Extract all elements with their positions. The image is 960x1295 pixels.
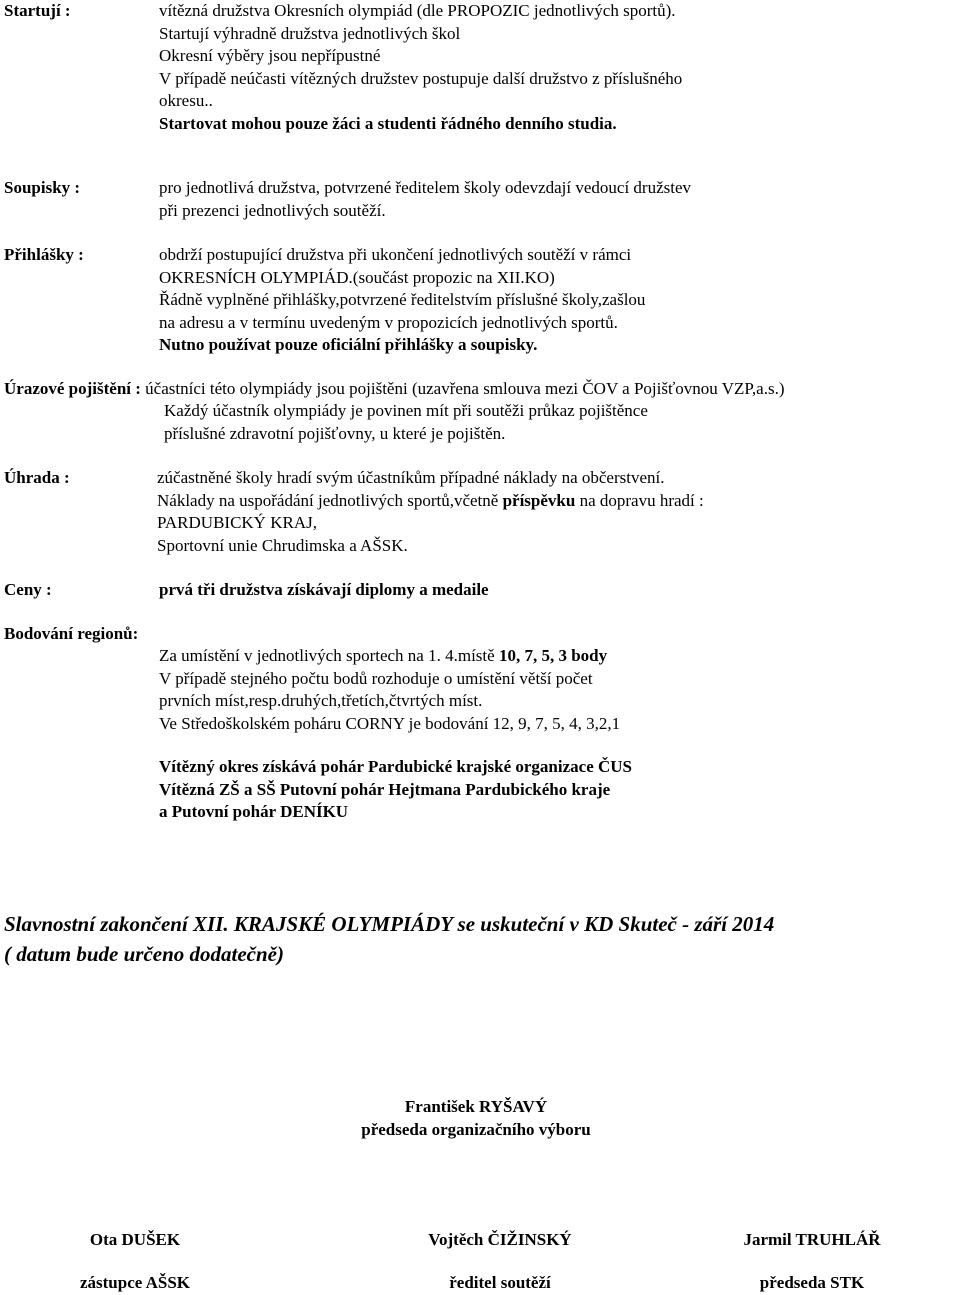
- ceny-text: prvá tři družstva získávají diplomy a medaile: [159, 580, 489, 599]
- closing-line-1: Slavnostní zakončení XII. KRAJSKÉ OLYMPIÁDY se uskuteční v KD Skuteč - září 2014: [4, 912, 775, 936]
- urazove-text-rest: [164, 400, 648, 445]
- bodovani-line-1b: 10, 7, 5, 3 body: [498, 646, 608, 665]
- soupisky-line-1: pro jednotlivá družstva, potvrzené ředitelem školy odevzdají vedoucí družstev: [159, 178, 692, 197]
- bodovani-text: [159, 645, 620, 735]
- uhrada-text: [157, 467, 704, 557]
- prihlasky-label: Přihlášky :: [4, 245, 84, 264]
- startuji-line-5: okresu..: [159, 91, 213, 110]
- uhrada-line-1: zúčastněné školy hradí svým účastníkům případné náklady na občerstvení.: [157, 468, 665, 487]
- ceny-label: Ceny :: [4, 580, 52, 599]
- signature-cizinsky-role: ředitel soutěží: [449, 1273, 551, 1292]
- bodovani-label: Bodování regionů:: [4, 624, 139, 643]
- uhrada-line-2a: Náklady na uspořádání jednotlivých sportů,včetně: [157, 490, 503, 510]
- urazove-line-3: příslušné zdravotní pojišťovny, u které je pojištěn.: [164, 423, 506, 443]
- startuji-line-2: Startují výhradně družstva jednotlivých škol: [159, 23, 461, 43]
- signature-truhlar-name: Jarmil TRUHLÁŘ: [743, 1230, 881, 1249]
- bodovani-line-1a: Za umístění v jednotlivých sportech na 1. 4.místě: [159, 646, 499, 665]
- signature-truhlar-role: předseda STK: [759, 1273, 865, 1292]
- soupisky-text: [159, 177, 691, 222]
- prihlasky-line-2: OKRESNÍCH OLYMPIÁD.(součást propozic na XII.KO): [159, 267, 555, 287]
- prihlasky-line-4: na adresu a v termínu uvedeným v propozicích jednotlivých sportů.: [159, 312, 618, 332]
- pohar-line-1: Vítězný okres získává pohár Pardubické krajské organizace ČUS: [159, 757, 633, 776]
- prihlasky-text: [159, 244, 645, 357]
- bodovani-line-4: Ve Středoškolském poháru CORNY je bodování 12, 9, 7, 5, 4, 3,2,1: [159, 713, 621, 733]
- urazove-line-2: Každý účastník olympiády je povinen mít při soutěži průkaz pojištěnce: [164, 401, 648, 420]
- startuji-line-3: Okresní výběry jsou nepřípustné: [159, 46, 381, 65]
- uhrada-line-3: PARDUBICKÝ KRAJ,: [157, 513, 317, 532]
- signature-dusek-role: zástupce AŠSK: [79, 1273, 191, 1292]
- pohar-line-3: a Putovní pohár DENÍKU: [159, 802, 349, 821]
- soupisky-label: Soupisky :: [4, 178, 81, 197]
- uhrada-line-4: Sportovní unie Chrudimska a AŠSK.: [157, 535, 408, 555]
- uhrada-label: Úhrada :: [4, 468, 70, 487]
- signature-cizinsky-name: Vojtěch ČIŽINSKÝ: [428, 1230, 572, 1249]
- soupisky-line-2: při prezenci jednotlivých soutěží.: [159, 200, 386, 220]
- bodovani-line-2: V případě stejného počtu bodů rozhoduje o umístění větší počet: [159, 668, 593, 688]
- closing-announcement: [4, 909, 774, 969]
- urazove-text-1: účastníci této olympiády jsou pojištěni (uzavřena smlouva mezi ČOV a Pojišťovnou VZP,a.s.): [145, 379, 785, 398]
- pohar-line-2: Vítězná ZŠ a SŠ Putovní pohár Hejtmana Pardubického kraje: [159, 779, 611, 799]
- uhrada-line-2b: příspěvku: [502, 490, 576, 510]
- chair-role: předseda organizačního výboru: [361, 1119, 591, 1139]
- prihlasky-line-5: Nutno používat pouze oficiální přihlášky a soupisky.: [159, 335, 538, 354]
- startuji-line-1: vítězná družstva Okresních olympiád (dle PROPOZIC jednotlivých sportů).: [159, 1, 676, 20]
- startuji-line-4: V případě neúčasti vítězných družstev postupuje další družstvo z příslušného: [159, 68, 683, 88]
- startuji-line-6: Startovat mohou pouze žáci a studenti řádného denního studia.: [159, 113, 617, 133]
- closing-line-2: ( datum bude určeno dodatečně): [4, 942, 284, 966]
- chair-name: František RYŠAVÝ: [404, 1097, 548, 1116]
- pohary: [159, 756, 632, 824]
- urazove-label: Úrazové pojištění :: [4, 379, 141, 398]
- chair-signature: [296, 1096, 656, 1141]
- startuji-text: [159, 0, 682, 135]
- signature-dusek-name: Ota DUŠEK: [89, 1230, 181, 1249]
- uhrada-line-2c: na dopravu hradí :: [575, 490, 704, 510]
- bodovani-line-3: prvních míst,resp.druhých,třetích,čtvrtých míst.: [159, 691, 483, 710]
- prihlasky-line-1: obdrží postupující družstva při ukončení jednotlivých soutěží v rámci: [159, 245, 632, 264]
- startuji-label: Startují :: [4, 1, 71, 20]
- bodovani-line-1: [159, 645, 620, 668]
- uhrada-line-2: [157, 490, 704, 513]
- prihlasky-line-3: Řádně vyplněné přihlášky,potvrzené ředitelstvím příslušné školy,zašlou: [159, 290, 646, 309]
- urazove-line-1: [4, 378, 785, 401]
